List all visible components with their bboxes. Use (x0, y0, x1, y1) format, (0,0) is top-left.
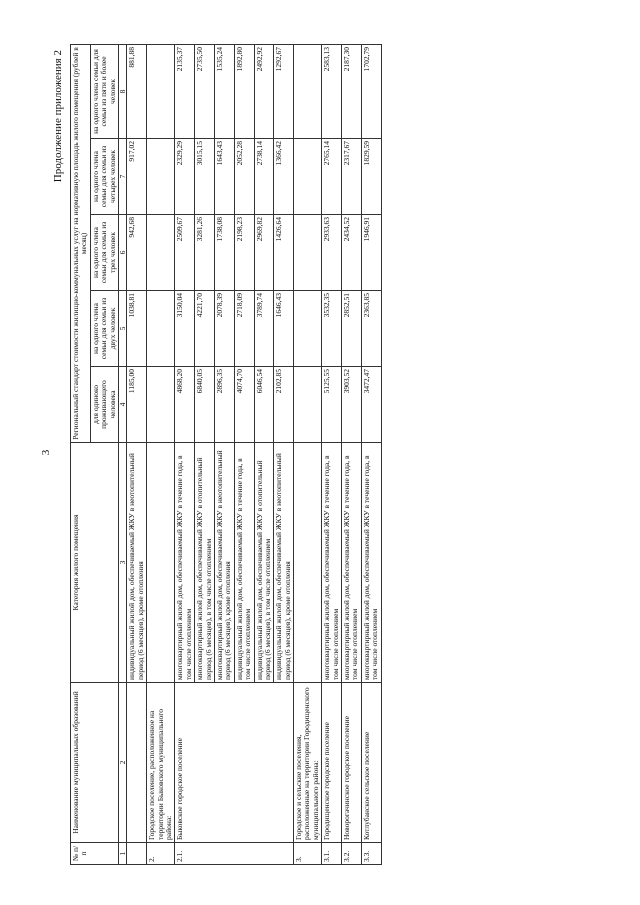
row-num: 3. (294, 843, 322, 865)
value-cell (147, 291, 175, 367)
row-name: Котлубанское сельское поселение (361, 683, 381, 843)
value-cell: 1643,43 (214, 139, 234, 215)
value-cell: 3903,52 (342, 367, 362, 443)
index-cell: 5 (118, 291, 127, 367)
row-num (254, 843, 274, 865)
value-cell: 2933,63 (322, 215, 342, 291)
row-num: 2.1. (175, 843, 195, 865)
row-name: Городское поселение, расположенное на территории Быковского муниципального района: (147, 683, 175, 843)
value-cell: 3150,04 (175, 291, 195, 367)
value-cell: 1426,64 (274, 215, 294, 291)
value-cell: 2738,14 (254, 139, 274, 215)
row-num: 3.1. (322, 843, 342, 865)
index-cell: 2 (118, 683, 127, 843)
value-cell: 881,88 (127, 44, 147, 138)
row-num (195, 843, 215, 865)
value-cell (147, 44, 175, 138)
value-cell: 3532,35 (322, 291, 342, 367)
header-sub-2: на одного члена семьи для семьи из двух человек (90, 291, 118, 367)
table-row (342, 44, 362, 864)
row-category: индивидуальный жилой дом, обеспечиваемый ЖКУ в неотопительный период (6 месяцев), кроме отопления (274, 443, 294, 683)
row-category: многоквартирный жилой дом, обеспечиваемый ЖКУ в течение года, в том числе отоплением (361, 443, 381, 683)
row-category: многоквартирный жилой дом, обеспечиваемый ЖКУ в отопительный период (6 месяцев), в том числе отоплением (195, 443, 215, 683)
header-name: Наименование муниципальных образований (71, 683, 119, 843)
table-row (322, 44, 342, 864)
value-cell: 917,02 (127, 139, 147, 215)
continuation-label: Продолжение приложения 2 (52, 50, 64, 183)
row-category: многоквартирный жилой дом, обеспечиваемый ЖКУ в течение года, в том числе отоплением (322, 443, 342, 683)
value-cell: 2852,51 (342, 291, 362, 367)
row-num (234, 843, 254, 865)
row-name (127, 683, 147, 843)
value-cell: 2078,39 (214, 291, 234, 367)
index-row (118, 44, 127, 864)
value-cell: 1892,80 (234, 44, 254, 138)
value-cell (147, 215, 175, 291)
value-cell: 3472,47 (361, 367, 381, 443)
row-num: 3.3. (361, 843, 381, 865)
value-cell: 1185,00 (127, 367, 147, 443)
row-name: Городское и сельские поселения, расположенные на территории Городищенского муниципального района: (294, 683, 322, 843)
table-row (214, 44, 234, 864)
value-cell: 2329,29 (175, 139, 195, 215)
value-cell (294, 139, 322, 215)
page-number: 3 (40, 449, 52, 456)
value-cell: 6046,54 (254, 367, 274, 443)
value-cell: 2434,52 (342, 215, 362, 291)
value-cell: 942,68 (127, 215, 147, 291)
value-cell (294, 215, 322, 291)
value-cell: 1702,79 (361, 44, 381, 138)
value-cell: 2492,92 (254, 44, 274, 138)
value-cell: 6840,05 (195, 367, 215, 443)
row-name (254, 683, 274, 843)
header-category: Категория жилого помещения (71, 443, 119, 683)
value-cell (294, 44, 322, 138)
index-cell: 1 (118, 843, 127, 865)
value-cell: 1946,91 (361, 215, 381, 291)
value-cell (294, 367, 322, 443)
row-name: Городищенское городское поселение (322, 683, 342, 843)
value-cell: 2583,13 (322, 44, 342, 138)
row-name: Новорогачинское городское поселение (342, 683, 362, 843)
index-cell: 6 (118, 215, 127, 291)
value-cell: 1038,81 (127, 291, 147, 367)
row-num (127, 843, 147, 865)
value-cell: 3015,15 (195, 139, 215, 215)
value-cell: 2135,37 (175, 44, 195, 138)
value-cell: 2718,09 (234, 291, 254, 367)
row-category: индивидуальный жилой дом, обеспечиваемый ЖКУ в течение года, в том числе отоплением (234, 443, 254, 683)
table-row (254, 44, 274, 864)
value-cell: 5125,55 (322, 367, 342, 443)
value-cell: 2187,30 (342, 44, 362, 138)
row-name (234, 683, 254, 843)
header-sub-1: для одиноко проживающего человека (90, 367, 118, 443)
value-cell: 2896,35 (214, 367, 234, 443)
value-cell (147, 367, 175, 443)
index-cell: 8 (118, 44, 127, 138)
row-name: Быковское городское поселение (175, 683, 195, 843)
row-category: индивидуальный жилой дом, обеспечиваемый ЖКУ в отопительный период (6 месяцев), в том числе отоплением (254, 443, 274, 683)
value-cell: 4221,70 (195, 291, 215, 367)
index-cell: 3 (118, 443, 127, 683)
value-cell: 4868,20 (175, 367, 195, 443)
row-category: многоквартирный жилой дом, обеспечиваемый ЖКУ в течение года, в том числе отоплением (342, 443, 362, 683)
value-cell: 1292,67 (274, 44, 294, 138)
row-name (274, 683, 294, 843)
value-cell: 1535,24 (214, 44, 234, 138)
standard-table (70, 44, 382, 865)
row-num: 3.2. (342, 843, 362, 865)
value-cell: 2102,85 (274, 367, 294, 443)
table-row (175, 44, 195, 864)
row-num (214, 843, 234, 865)
index-cell: 4 (118, 367, 127, 443)
row-name (195, 683, 215, 843)
header-sub-5: на одного члена семьи для семьи из пяти и более человек (90, 44, 118, 138)
value-cell: 2969,82 (254, 215, 274, 291)
row-num (274, 843, 294, 865)
value-cell: 2363,85 (361, 291, 381, 367)
row-name (214, 683, 234, 843)
value-cell: 2317,67 (342, 139, 362, 215)
value-cell: 2735,50 (195, 44, 215, 138)
value-cell: 1829,59 (361, 139, 381, 215)
header-sub-3: на одного члена семьи для семьи из трех человек (90, 215, 118, 291)
index-cell: 7 (118, 139, 127, 215)
value-cell: 1366,42 (274, 139, 294, 215)
value-cell (147, 139, 175, 215)
value-cell: 4074,70 (234, 367, 254, 443)
row-category: многоквартирный жилой дом, обеспечиваемый ЖКУ в неотопительный период (6 месяцев), кроме отопления (214, 443, 234, 683)
header-sub-4: на одного члена семьи для семьи из четырех человек (90, 139, 118, 215)
value-cell: 2765,14 (322, 139, 342, 215)
row-category: многоквартирный жилой дом, обеспечиваемый ЖКУ в течение года, в том числе отоплением (175, 443, 195, 683)
value-cell: 2052,28 (234, 139, 254, 215)
row-category: индивидуальный жилой дом, обеспечиваемый ЖКУ в неотопительный период (6 месяцев), кроме отопления (127, 443, 147, 683)
value-cell: 3281,26 (195, 215, 215, 291)
table-row (234, 44, 254, 864)
header-row (71, 44, 91, 864)
row-category (147, 443, 175, 683)
row-category (294, 443, 322, 683)
table-row (274, 44, 294, 864)
section-row (147, 44, 175, 864)
value-cell: 1738,08 (214, 215, 234, 291)
table-row (361, 44, 381, 864)
table-row (195, 44, 215, 864)
value-cell: 2509,67 (175, 215, 195, 291)
value-cell: 3789,74 (254, 291, 274, 367)
row-num: 2. (147, 843, 175, 865)
header-standard: Региональный стандарт стоимости жилищно-коммунальных услуг на нормативную площадь жилого помещения (рублей в месяц) (71, 44, 91, 442)
value-cell (294, 291, 322, 367)
section-row (294, 44, 322, 864)
value-cell: 2198,23 (234, 215, 254, 291)
table-row (127, 44, 147, 864)
header-num: № п/п (71, 843, 119, 865)
value-cell: 1646,43 (274, 291, 294, 367)
